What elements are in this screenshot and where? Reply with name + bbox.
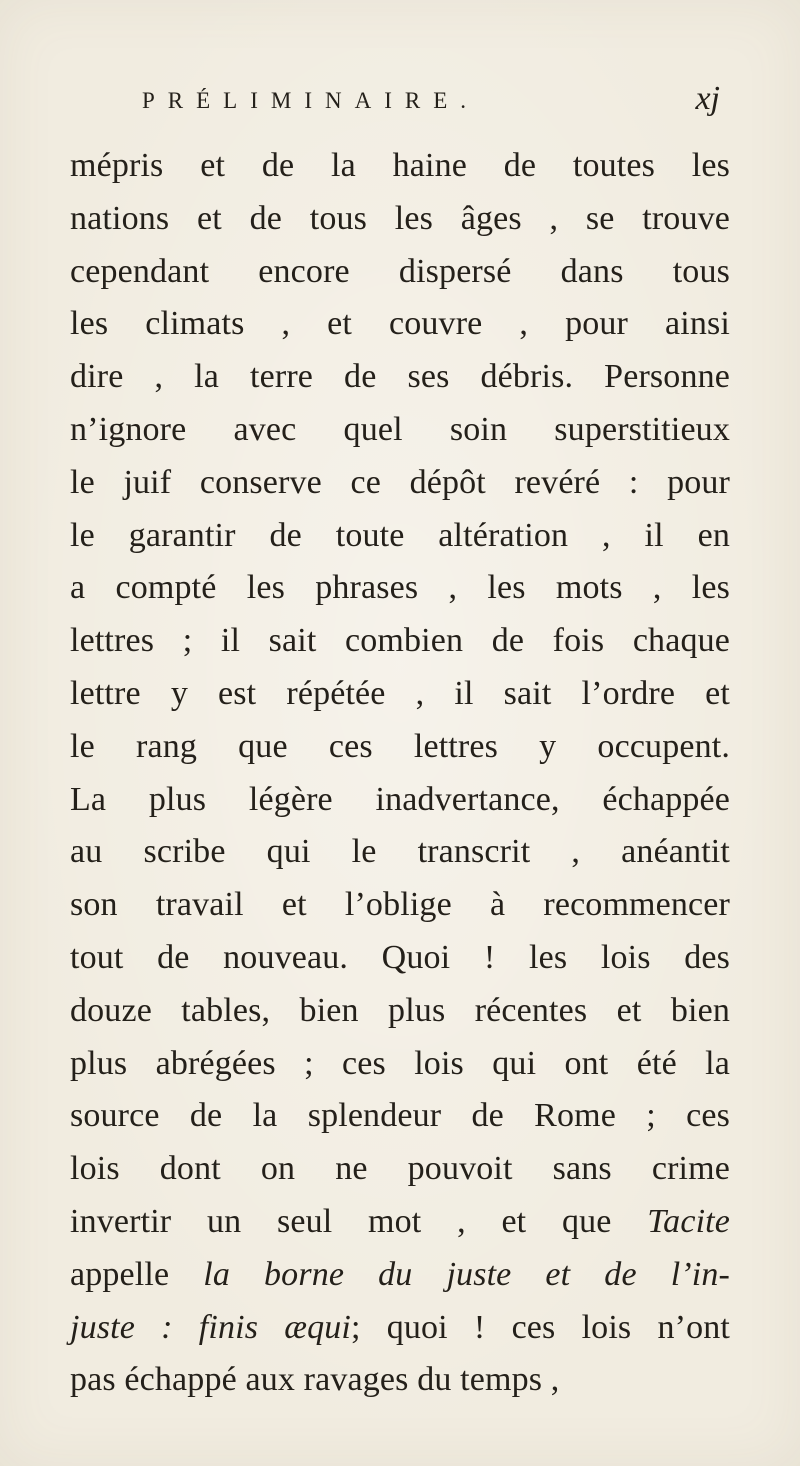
text-line [70, 351, 730, 404]
body-text [70, 140, 730, 1407]
text-segment: mépris et de la haine de toutes les [70, 147, 730, 184]
text-segment: source de la splendeur de Rome ; ces [70, 1097, 730, 1135]
text-line [70, 1196, 730, 1249]
text-line [70, 140, 730, 193]
text-segment: le juif conserve ce dépôt revéré : pour [70, 463, 730, 501]
text-segment: La plus légère inadvertance, échappée [70, 780, 730, 818]
text-segment: le garantir de toute altération , il en [70, 516, 730, 554]
text-line [70, 826, 730, 879]
text-segment: appelle [70, 1255, 204, 1293]
running-head [142, 82, 722, 132]
text-line [70, 246, 730, 299]
text-line [70, 1090, 730, 1143]
text-segment: tout de nouveau. Quoi ! les lois des [70, 938, 730, 976]
text-line [70, 615, 730, 668]
text-segment: invertir un seul mot , et que [70, 1202, 648, 1240]
text-line [70, 668, 730, 721]
page-number: xj [695, 80, 720, 117]
running-title: PRÉLIMINAIRE. [142, 88, 480, 113]
text-segment: douze tables, bien plus récentes et bien [70, 991, 730, 1029]
text-segment-italic: Tacite [647, 1202, 730, 1240]
text-segment-italic: juste : finis æqui [70, 1308, 351, 1346]
text-segment: plus abrégées ; ces lois qui ont été la [70, 1044, 730, 1082]
text-line [70, 1143, 730, 1196]
text-segment-italic: la borne du juste et de l’in- [203, 1255, 730, 1293]
text-segment: lettres ; il sait combien de fois chaque [70, 622, 730, 660]
text-line [70, 879, 730, 932]
text-line [70, 774, 730, 827]
text-segment: le rang que ces lettres y occupent. [70, 727, 730, 765]
text-segment: a compté les phrases , les mots , les [70, 569, 730, 607]
text-segment: au scribe qui le transcrit , anéantit [70, 833, 730, 871]
text-segment: cependant encore dispersé dans tous [70, 252, 730, 290]
text-segment: n’ignore avec quel soin superstitieux [70, 410, 730, 448]
text-line [70, 457, 730, 510]
text-line [70, 932, 730, 985]
text-segment: les climats , et couvre , pour ainsi [70, 305, 730, 343]
text-line [70, 985, 730, 1038]
text-segment: pas échappé aux ravages du temps , [70, 1361, 560, 1399]
text-segment: dire , la terre de ses débris. Personne [70, 358, 730, 396]
text-segment: son travail et l’oblige à recommencer [70, 886, 730, 924]
text-line [70, 298, 730, 351]
text-segment: lois dont on ne pouvoit sans crime [70, 1150, 730, 1188]
text-line [70, 510, 730, 563]
text-line [70, 562, 730, 615]
text-line [70, 1249, 730, 1302]
text-line [70, 1302, 730, 1355]
text-line [70, 193, 730, 246]
text-line [70, 1038, 730, 1091]
text-segment: ; quoi ! ces lois n’ont [350, 1308, 730, 1346]
text-line [70, 404, 730, 457]
text-segment: nations et de tous les âges , se trouve [70, 199, 730, 237]
text-line [70, 721, 730, 774]
text-segment: lettre y est répétée , il sait l’ordre et [70, 674, 730, 712]
text-line [70, 1354, 730, 1407]
